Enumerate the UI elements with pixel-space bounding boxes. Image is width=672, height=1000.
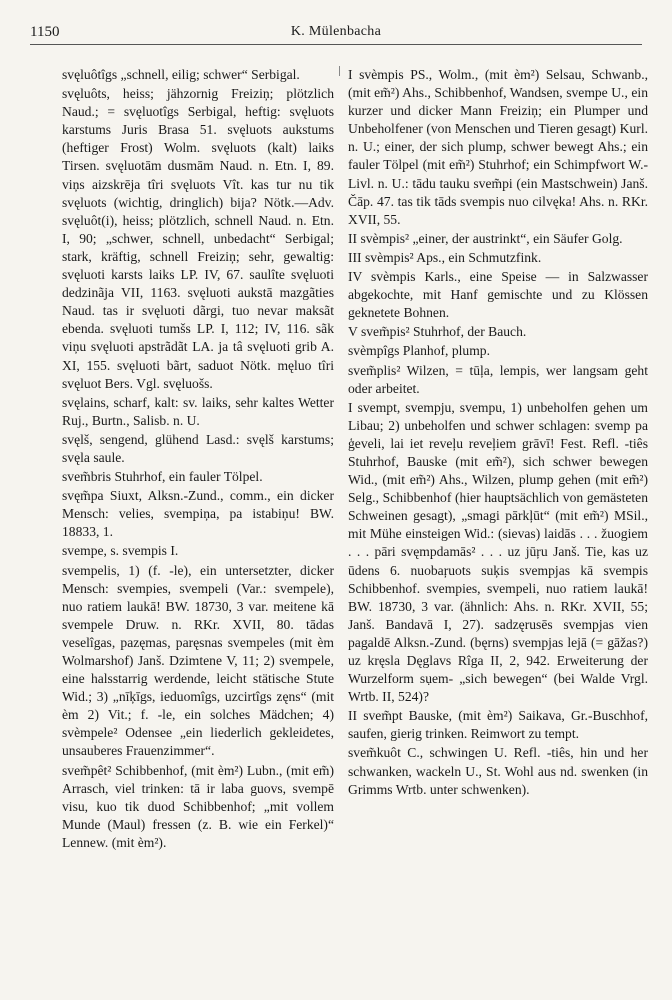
entry-svempis-2: II svèmpis² „einer, der austrinkt“, ein Säufer Golg. [348, 230, 623, 246]
entry-svempis-5: V svem̃pis² Stuhrhof, der Bauch. [348, 324, 527, 340]
entry-svenkuot: svem̃kuôt C., schwingen U. Refl. -tiês, hin und her schwanken, wackeln U., St. Wohl aus nd. swenken (in Grimms Wrtb. unter schwenken). [348, 745, 648, 797]
right-column [348, 66, 648, 990]
entry-svempigs: svèmpîgs Planhof, plump. [348, 343, 490, 359]
page-number: 1150 [30, 24, 60, 40]
entry-svempa: svęm̃pa Siuxt, Alksn.-Zund., comm., ein dicker Mensch: velies, svempiņa, pa istabiņu! BW. 18833, 1. [62, 488, 334, 540]
entry-svempe: svempe, s. svempis I. [62, 543, 179, 559]
entry-sveluotigs: svęluôtîgs „schnell, eilig; schwer“ Serbigal. [62, 67, 300, 82]
page-header [30, 14, 642, 45]
entry-svempis-1: I svèmpis PS., Wolm., (mit èm²) Selsau, Schwanb., (mit em̃²) Ahs., Schibbenhof, Wandsen, svempe U., ein kurzer und dicker Mann Freiziņ; ein Plumper und Unbeholfener (von Menschen und Tieren gesagt) Kurl. n. U.; einer, der sich plump, schwer bewegt Ahs.; ein fauler Tölpel (mit em̃²) Stuhrhof; ein Schimpfwort W.-Livl. n. U.: tādu tauku svem̃pi (ein Mastschwein) Janš. Čāp. 47. tas tik tāds svempis nuo cilvęka! Ahs. n. RKr. XVII, 55. [348, 67, 648, 227]
entry-svempis-4: IV svèmpis Karls., eine Speise — in Salzwasser abgekochte, mit Hanf gemischte und zu Klössen geknetete Bohnen. [348, 269, 648, 321]
left-column [62, 66, 334, 990]
entry-svels: svęlš, sengend, glühend Lasd.: svęlš karstums; svęla saule. [62, 431, 334, 465]
entry-svempet: svem̃pêt² Schibbenhof, (mit èm²) Lubn., (mit em̃) Arrasch, viel trinken: tā ir laba guovs, svempē visu, kuo tik duod Schibbenhof; „mit vollem Munde (Maul) fressen (z. B. wie ein Ferkel)“ Lennew. (mit èm²). [62, 762, 334, 850]
entry-svempelis: svempelis, 1) (f. -le), ein untersetzter, dicker Mensch: svempies, svempeli (Var.: svempele), nuo ratiem laukā! BW. 18730, 3 var. meitene kā svempele Druw. n. RKr. XVII, 80. tādas veselîgas, pazęmas, paręsnas svempeles (mit èm Wolmarshof) Janš. Dzimtene V, 11; 2) svempele, eine halsstarrig werdende, leicht stätische Stute Wid.; 3) „nīķīgs, ieduomîgs, uzcirtîgs zęns“ (mit èm 2) Vit.; f. -le, ein solches Mädchen; 4) svèmpele² Odensee „ein liederlich gekleidetes, unsauberes Frauenzimmer“. [62, 562, 334, 759]
entry-svemplis: svem̃plis² Wilzen, = tūļa, lempis, wer langsam geht oder arbeitet. [348, 362, 648, 396]
entry-svempt-1: I svempt, svempju, svempu, 1) unbeholfen gehen um Libau; 2) unbeholfen und schwer schlagen: svemp pa ģeveli, lai iet reveļu reveļiem grāvī! Fest. Refl. -tiês Stuhrhof, Bauske (mit em̃²), sich schwer bewegen Wid., (mit em̃²) Ahs., Wilzen, plump gehen (mit em̃²) Selg., Schibbenhof (hier hauptsächlich von gemästeten Schweinen gesagt), „smagi pārkļūt“ (mit em̃²) MSil., mit Mühe einsteigen Wid.: (sievas) laidās . . . žuogiem . . . pāri svęmpdamās² . . . uz jūŗu Janš. Tie, kas uz ūdens 6. nuobaŗuots suķis svempjas kā svempis Schibbenhof. svempies, svempeli, nuo ratiem laukā! BW. 18730, 3 var. (ähnlich: Ahs. n. RKr. XVII, 55; Janš. Bandavā I, 27). sadzęrusēs svempjas vien pagaldē Alksn.-Zund. (bęrns) svempjas lejā (= gāžas?) uz kręsla Dęglavs Rîga II, 2, 942. Erweiterung der Wurzelform sụem- „sich bewegen“ (bei Walde Vrgl. Wrtb. II, 524)? [348, 399, 648, 705]
entry-svelains: svęlains, scharf, kalt: sv. laiks, sehr kaltes Wetter Ruj., Burtn., Salisb. n. U. [62, 394, 334, 428]
entry-svempt-2: II svem̃pt Bauske, (mit èm²) Saikava, Gr.-Buschhof, saufen, gierig trinken. Reimwort zu tempt. [348, 708, 648, 742]
entry-svempis-3: III svèmpis² Aps., ein Schmutzfink. [348, 249, 542, 265]
entry-svembris: svem̃bris Stuhrhof, ein fauler Tölpel. [62, 469, 263, 485]
column-divider [339, 66, 340, 76]
entry-sveluots: svęluôts, heiss; jähzornig Freiziņ; plötzlich Naud.; = svęluotîgs Serbigal, heftig: svęluots karstums Juris Brasa 51. svęluots aukstums (heftiger Frost) Wolm. svęluots (kalt) laiks Tirsen. svęluotām dusmām Naud. n. Etn. I, 89. viņs aizskrēja tîri svęluots Vît. kas tur nu tik svęluots (wichtig, dringlich) bija? Nötk.—Adv. svęluôt(i), heiss; plötzlich, schnell Naud. n. Etn. I, 90; „schwer, schnell, unbedacht“ Serbigal; stark, kräftig, schnell Freiziņ; sehr, gewaltig: svęluoti karsts laiks LP. IV, 67. saulîte svęluoti dedzinãja VII, 1163. svęluoti aukstā mazgãties Naud. tas ir svęluoti dãrgi, tuo nevar maksãt ebenda. svęluoti tumšs LP. I, 112; IV, 116. sãk viņu svęluoti apstrãdãt LA. ja tâ svęluoti grib A. XI, 155. svęluoti bãrt, saduot Nötk. męluo tîri svęluot Bers. Vgl. svęluošs. [62, 86, 334, 391]
page-title: K. Mülenbacha [290, 24, 382, 39]
